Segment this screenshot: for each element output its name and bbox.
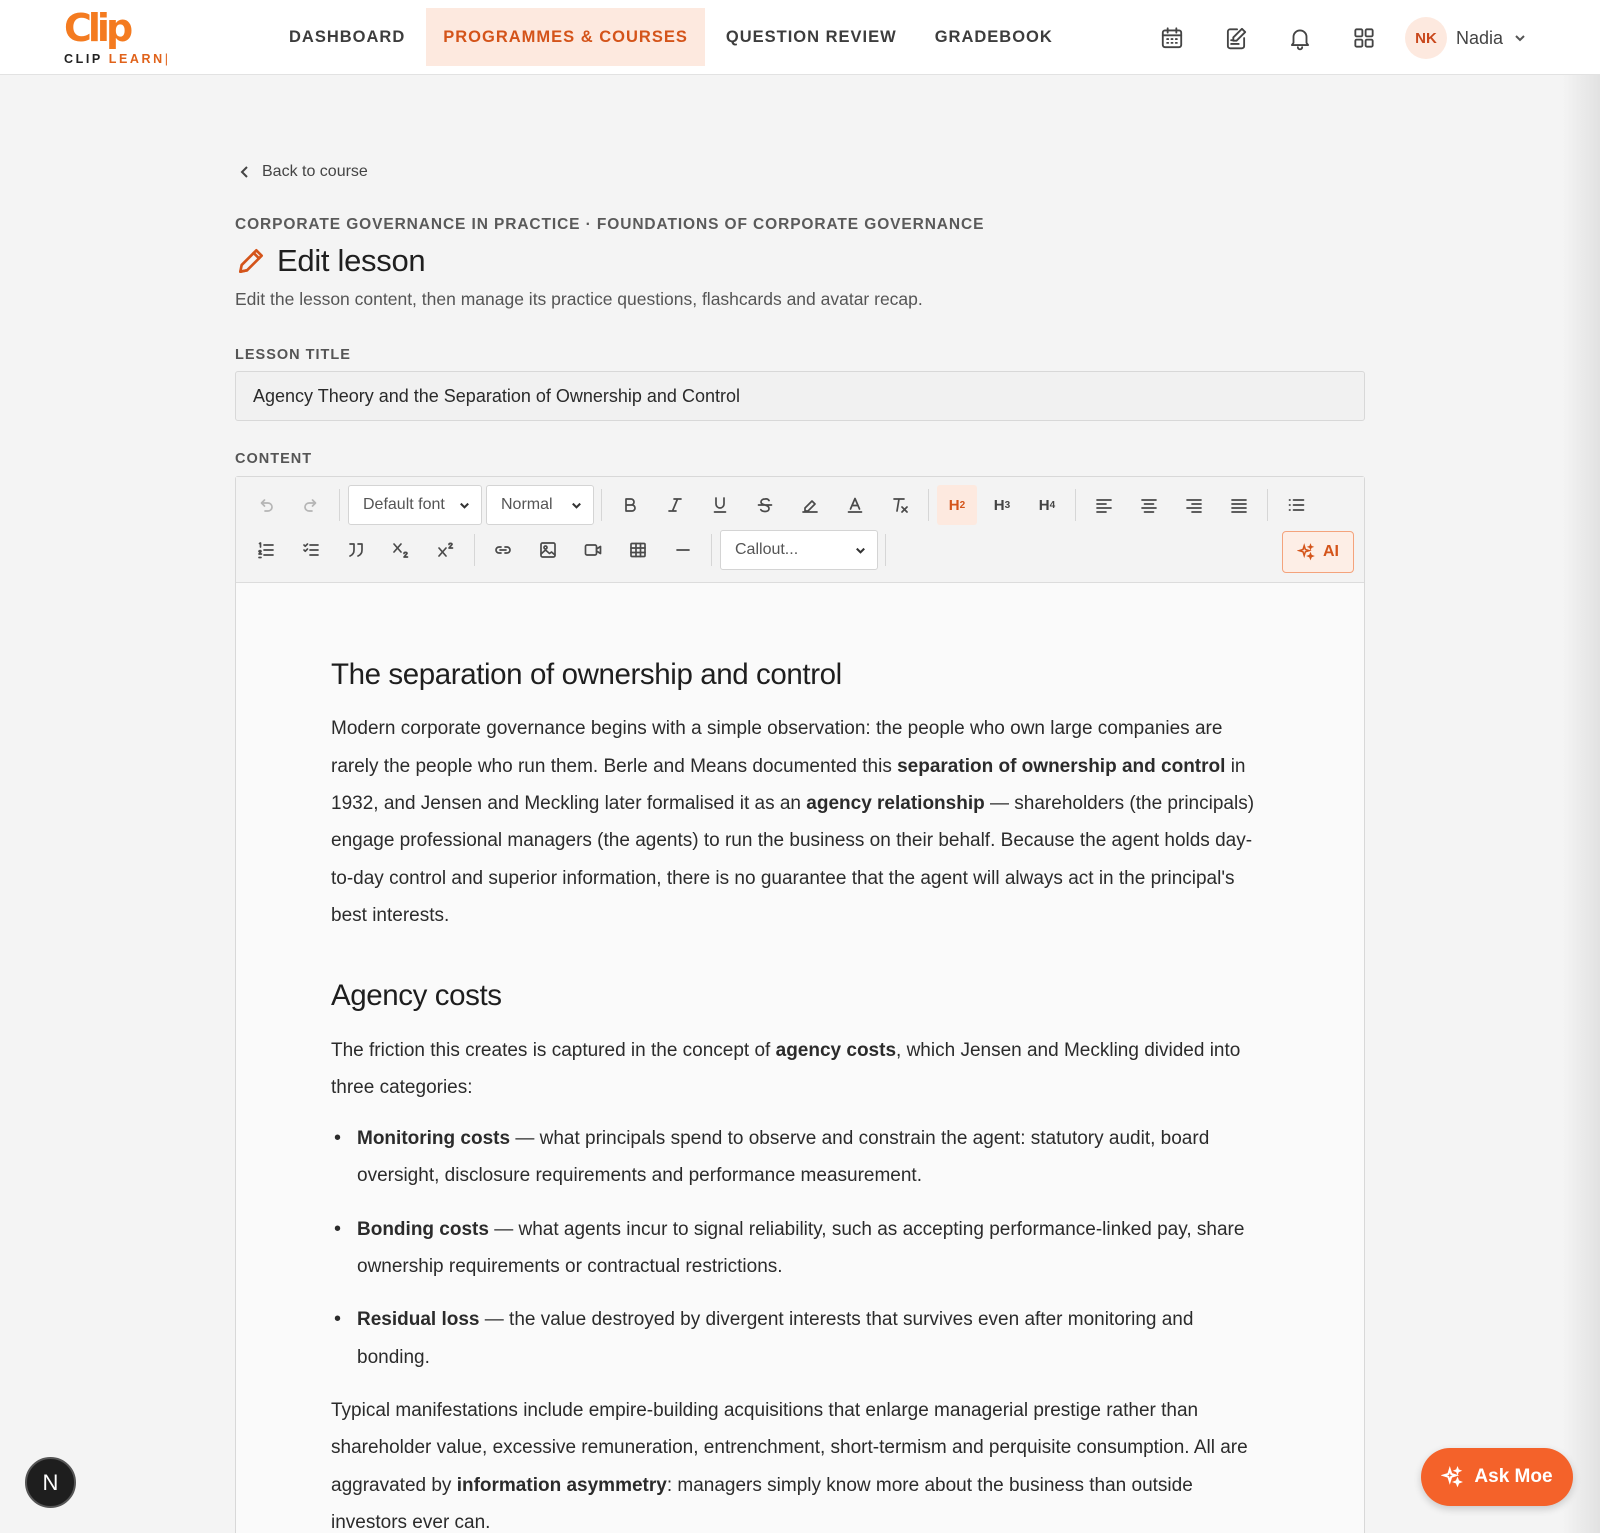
image-icon xyxy=(538,540,558,560)
content-label: CONTENT xyxy=(235,451,313,467)
calendar-icon[interactable] xyxy=(1152,18,1192,58)
bullet-list-icon xyxy=(1286,495,1306,515)
link-button[interactable] xyxy=(483,530,523,570)
chevron-down-icon xyxy=(854,544,867,557)
superscript-button[interactable] xyxy=(426,530,466,570)
strikethrough-icon xyxy=(755,495,775,515)
chevron-down-icon xyxy=(570,499,583,512)
nav-gradebook[interactable]: GRADEBOOK xyxy=(934,27,1053,46)
clear-formatting-button[interactable] xyxy=(880,485,920,525)
user-name: Nadia xyxy=(1456,27,1504,48)
toolbar-divider xyxy=(1075,489,1076,521)
numbered-list-button[interactable] xyxy=(246,530,286,570)
horizontal-rule-icon xyxy=(673,540,693,560)
horizontal-rule-button[interactable] xyxy=(663,530,703,570)
text-color-button[interactable] xyxy=(835,485,875,525)
heading-4-button[interactable]: H 4 xyxy=(1038,496,1056,514)
bell-icon[interactable] xyxy=(1280,18,1320,58)
underline-icon xyxy=(710,495,730,515)
nav-programmes-courses[interactable]: PROGRAMMES & COURSES xyxy=(426,8,705,66)
italic-icon xyxy=(665,495,685,515)
bullet-list-button[interactable] xyxy=(1276,485,1316,525)
font-family-select[interactable] xyxy=(348,485,482,525)
heading-2-button[interactable]: H 2 xyxy=(937,485,977,525)
insert-video-button[interactable] xyxy=(573,530,613,570)
editor-toolbar xyxy=(236,477,1364,583)
text-color-icon xyxy=(845,495,865,515)
align-left-button[interactable] xyxy=(1084,485,1124,525)
nav-question-review[interactable]: QUESTION REVIEW xyxy=(725,27,897,46)
paragraph-manifestations: Typical manifestations include empire-building acquisitions that enlarge managerial prestige rather than shareholder value, excessive remuneration, entrenchment, short-termism and perquisite consumption. All are aggravated by information asymmetry: managers simply know more about the business than outside investors ever can. xyxy=(331,1399,1248,1533)
toolbar-divider xyxy=(474,534,475,566)
redo-button[interactable] xyxy=(291,485,331,525)
bold-icon xyxy=(620,495,640,515)
highlighter-icon xyxy=(800,495,820,515)
sparkle-icon xyxy=(1297,543,1315,561)
text-style-select[interactable] xyxy=(486,485,594,525)
list-item: • Residual loss — the value destroyed by divergent interests that survives even after monitoring and bonding. xyxy=(331,1301,1266,1376)
breadcrumb: CORPORATE GOVERNANCE IN PRACTICE · FOUNDATIONS OF CORPORATE GOVERNANCE xyxy=(235,216,985,233)
header-actions xyxy=(1152,18,1408,58)
back-label: Back to course xyxy=(262,163,368,180)
list-item: • Bonding costs — what agents incur to signal reliability, such as accepting performance-linked pay, share ownership requirements or contractual restrictions. xyxy=(331,1211,1266,1286)
toolbar-row-1 xyxy=(246,483,1321,527)
highlight-button[interactable] xyxy=(790,485,830,525)
agency-costs-list xyxy=(331,1120,1266,1376)
main-nav xyxy=(272,8,1074,66)
numbered-list-icon xyxy=(256,540,276,560)
callout-value: Callout... xyxy=(735,541,799,558)
toolbar-divider xyxy=(1267,489,1268,521)
lesson-title-input[interactable] xyxy=(235,371,1365,421)
toolbar-divider xyxy=(928,489,929,521)
back-to-course-link[interactable] xyxy=(238,163,368,181)
ask-moe-label: Ask Moe xyxy=(1474,1466,1553,1487)
toolbar-divider xyxy=(339,489,340,521)
subscript-icon xyxy=(391,540,411,560)
ai-label: AI xyxy=(1323,543,1339,560)
editor-content[interactable] xyxy=(331,657,1266,1533)
redo-icon xyxy=(301,495,321,515)
align-left-icon xyxy=(1094,495,1114,515)
undo-icon xyxy=(256,495,276,515)
italic-button[interactable] xyxy=(655,485,695,525)
strikethrough-button[interactable] xyxy=(745,485,785,525)
toolbar-row-2 xyxy=(246,528,894,572)
paragraph-agency-costs: The friction this creates is captured in the concept of agency costs, which Jensen and Meckling divided into three categories: xyxy=(331,1039,1241,1098)
align-right-icon xyxy=(1184,495,1204,515)
paragraph-separation: Modern corporate governance begins with a simple observation: the people who own large companies are rarely the people who run them. Berle and Means documented this separation of ownership and control in 1932, and Jensen and Meckling later formalised it as an agency relationship — shareholders (the principals) engage professional managers (the agents) to run the business on their behalf. Because the agent holds day-to-day control and superior information, there is no guarantee that the agent will always act in the principal's best interests. xyxy=(331,718,1255,926)
undo-button[interactable] xyxy=(246,485,286,525)
page-subtitle: Edit the lesson content, then manage its practice questions, flashcards and avatar recap. xyxy=(235,289,923,309)
align-justify-button[interactable] xyxy=(1219,485,1259,525)
callout-select[interactable] xyxy=(720,530,878,570)
page-edge-shadow xyxy=(1562,75,1600,1533)
sparkle-icon xyxy=(1441,1466,1463,1488)
page-title-row xyxy=(235,243,425,279)
quote-icon xyxy=(346,540,366,560)
dev-tools-badge[interactable]: N xyxy=(25,1457,76,1508)
clear-formatting-icon xyxy=(890,495,910,515)
blockquote-button[interactable] xyxy=(336,530,376,570)
logo-wordmark: CLIP LEARN| xyxy=(64,52,169,66)
toolbar-divider xyxy=(601,489,602,521)
toolbar-divider xyxy=(711,534,712,566)
align-center-button[interactable] xyxy=(1129,485,1169,525)
pencil-icon xyxy=(235,245,267,277)
toolbar-divider xyxy=(885,534,886,566)
clip-learn-logo[interactable] xyxy=(64,8,174,68)
rich-text-editor xyxy=(235,476,1365,1533)
checklist-icon xyxy=(301,540,321,560)
top-navigation-bar xyxy=(0,0,1600,75)
superscript-icon xyxy=(436,540,456,560)
user-menu[interactable] xyxy=(1405,16,1527,60)
bold-button[interactable] xyxy=(610,485,650,525)
heading-agency-costs: Agency costs xyxy=(331,979,502,1013)
chevron-down-icon xyxy=(1513,31,1527,45)
text-style-value: Normal xyxy=(501,496,553,513)
align-center-icon xyxy=(1139,495,1159,515)
logo-mark: Clip xyxy=(64,6,130,50)
heading-3-button[interactable]: H 3 xyxy=(993,496,1011,514)
subscript-button[interactable] xyxy=(381,530,421,570)
chevron-down-icon xyxy=(458,499,471,512)
video-icon xyxy=(583,540,603,560)
align-right-button[interactable] xyxy=(1174,485,1214,525)
notes-icon[interactable] xyxy=(1216,18,1256,58)
font-family-value: Default font xyxy=(363,496,445,513)
lesson-title-label: LESSON TITLE xyxy=(235,347,351,363)
heading-separation: The separation of ownership and control xyxy=(331,658,842,691)
checklist-button[interactable] xyxy=(291,530,331,570)
underline-button[interactable] xyxy=(700,485,740,525)
page-title: Edit lesson xyxy=(277,243,426,278)
chevron-left-icon xyxy=(238,165,252,179)
link-icon xyxy=(493,540,513,560)
insert-image-button[interactable] xyxy=(528,530,568,570)
insert-table-button[interactable] xyxy=(618,530,658,570)
table-icon xyxy=(628,540,648,560)
ai-assist-button[interactable] xyxy=(1282,531,1354,573)
avatar: NK xyxy=(1405,17,1447,59)
nav-dashboard[interactable]: DASHBOARD xyxy=(289,27,406,46)
list-item: • Monitoring costs — what principals spend to observe and constrain the agent: statutory audit, board oversight, disclosure requirements and performance measurement. xyxy=(331,1120,1266,1195)
align-justify-icon xyxy=(1229,495,1249,515)
apps-grid-icon[interactable] xyxy=(1344,18,1384,58)
ask-moe-button[interactable] xyxy=(1421,1448,1573,1506)
